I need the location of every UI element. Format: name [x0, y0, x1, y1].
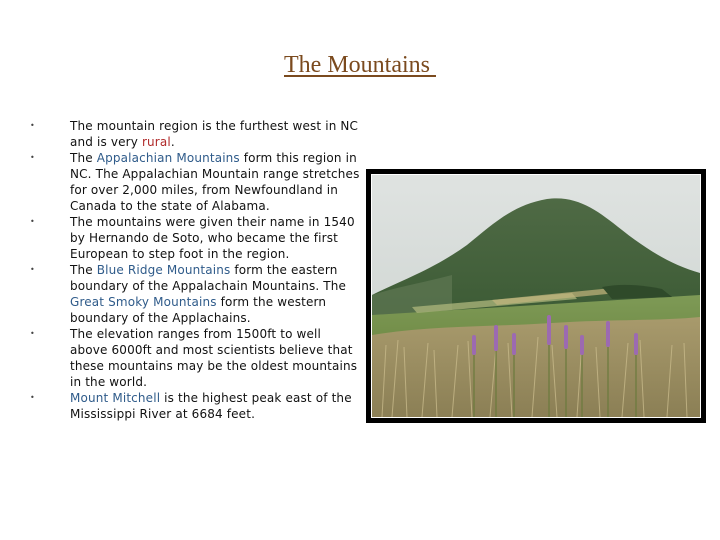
bullet-marker: • — [30, 265, 35, 274]
highlight-term: Mount Mitchell — [70, 391, 161, 405]
bullet-text: . — [170, 135, 175, 149]
bullet-item — [30, 262, 360, 326]
bullet-item — [30, 390, 360, 422]
highlight-term: Great Smoky Mountains — [70, 295, 217, 309]
bullet-text: The mountains were given their name in 1540 by Hernando de Soto, who became the first European to step foot in the region. — [70, 215, 355, 261]
highlight-term: Blue Ridge Mountains — [96, 263, 231, 277]
highlight-term: Appalachian Mountains — [96, 151, 240, 165]
bullet-item — [30, 326, 360, 390]
bullet-marker: • — [30, 153, 35, 162]
bullet-item — [30, 150, 360, 214]
bullet-marker: • — [30, 121, 35, 130]
bullet-text: The mountain region is the furthest west in NC and is very — [70, 119, 359, 149]
bullet-text: form the western boundary of the Applachains. — [70, 295, 327, 325]
bullet-marker: • — [30, 393, 35, 402]
bullet-item — [30, 118, 360, 150]
mountain-photo — [372, 175, 700, 417]
mountain-photo-frame — [366, 169, 706, 423]
bullet-text: form this region in NC. The Appalachian Mountain range stretches for over 2,000 miles, from Newfoundland in Canada to the state of Alabama. — [70, 151, 360, 213]
slide-title: The Mountains — [284, 52, 436, 78]
bullet-text: The — [70, 263, 97, 277]
bullet-text: The — [70, 151, 97, 165]
bullet-text: form the eastern boundary of the Appalachain Mountains. The — [70, 263, 347, 293]
bullet-marker: • — [30, 217, 35, 226]
mountain-photo-illustration — [372, 175, 700, 417]
bullet-item — [30, 214, 360, 262]
bullet-list — [30, 118, 360, 422]
bullet-text: The elevation ranges from 1500ft to well above 6000ft and most scientists believe that these mountains may be the oldest mountains in the world. — [70, 327, 358, 389]
bullet-marker: • — [30, 329, 35, 338]
bullet-text: is the highest peak east of the Mississippi River at 6684 feet. — [70, 391, 352, 421]
highlight-term: rural — [141, 135, 171, 149]
